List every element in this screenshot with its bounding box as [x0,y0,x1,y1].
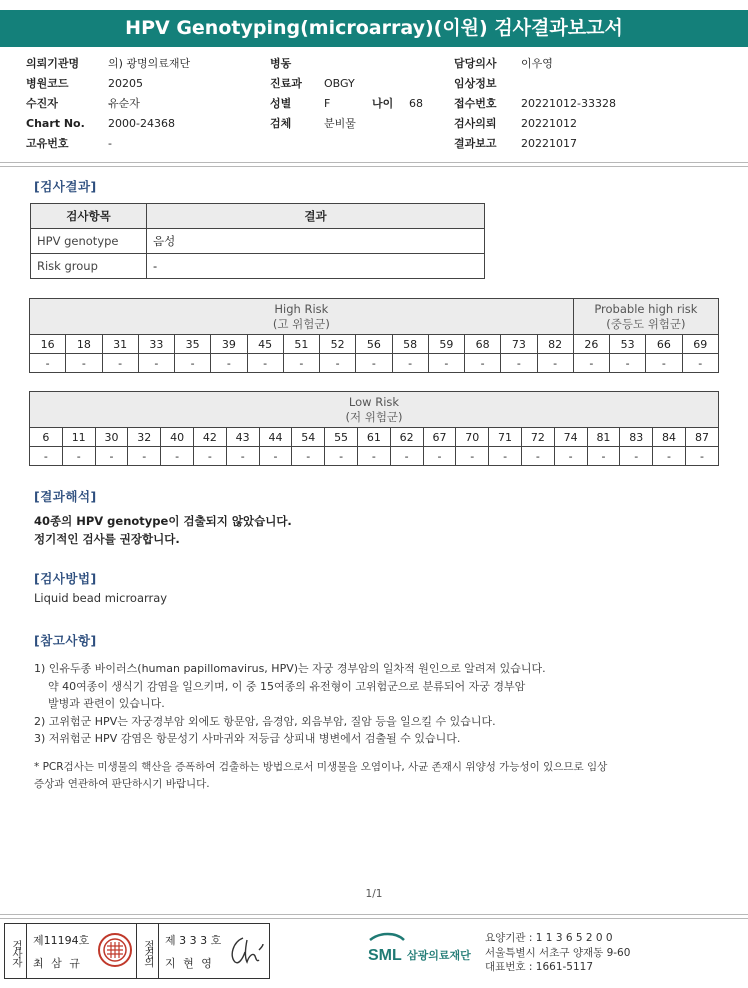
method-heading: [검사방법] [34,571,97,586]
divider-top [0,162,748,163]
institution-info [485,931,630,975]
genotype-value: - [456,447,489,466]
low-risk-label: Low Risk [348,394,400,409]
genotype-value: - [489,447,522,466]
genotype-value: - [390,447,423,466]
genotype-value: - [573,354,609,373]
checker-cell [159,924,269,978]
signature-image [225,932,265,968]
low-risk-table [29,391,719,466]
genotype-cell: 56 [356,335,392,354]
genotype-cell: 81 [587,428,620,447]
tester-label: 검사자 [5,924,27,978]
institution-phone: 대표번호 : 1661-5117 [485,961,594,973]
divider-bottom [0,914,748,915]
genotype-cell: 55 [325,428,358,447]
genotype-value: - [138,354,174,373]
genotype-cell: 6 [30,428,63,447]
ward-label: 병동 [270,57,292,70]
genotype-cell: 66 [646,335,682,354]
request-value: 20221012 [521,117,577,130]
patient-label: 수진자 [26,97,58,110]
genotype-cell: 82 [537,335,573,354]
interpretation-line: 정기적인 검사를 권장합니다. [34,532,180,546]
genotype-value: - [428,354,464,373]
genotype-value: - [685,447,718,466]
tester-number: 제11194호 [33,934,90,947]
genotype-value: - [62,447,95,466]
genotype-cell: 61 [357,428,390,447]
high-risk-table [29,298,719,373]
genotype-value: - [554,447,587,466]
genotype-value: - [423,447,456,466]
patient-info [24,54,724,154]
high-risk-values-row [30,354,719,373]
page-number: 1/1 [365,888,383,900]
unique-label: 고유번호 [26,137,69,150]
low-risk-values-row [30,447,719,466]
specimen-value: 분비물 [324,117,356,130]
genotype-value: - [465,354,501,373]
genotype-value: - [357,447,390,466]
report-value: 20221017 [521,137,577,150]
high-risk-label: High Risk [274,301,329,316]
sex-label: 성별 [270,97,292,110]
genotype-value: - [587,447,620,466]
genotype-value: - [226,447,259,466]
specimen-label: 검체 [270,117,292,130]
genotype-value: - [247,354,283,373]
genotype-value: - [620,447,653,466]
genotype-value: - [102,354,138,373]
method-text: Liquid bead microarray [34,591,168,605]
result-value: - [147,254,485,279]
divider-top-2 [0,166,748,167]
institution-address: 서울특별시 서초구 양재동 9-60 [485,946,631,959]
receipt-value: 20221012-33328 [521,97,616,110]
genotype-cell: 70 [456,428,489,447]
genotype-value: - [356,354,392,373]
high-risk-sublabel: (고 위험군) [272,316,330,331]
interpretation-heading: [결과해석] [34,489,97,504]
institution-label: 의뢰기관명 [26,57,80,70]
genotype-cell: 35 [175,335,211,354]
doctor-value: 이우영 [521,57,553,70]
genotype-value: - [175,354,211,373]
genotype-value: - [646,354,682,373]
genotype-cell: 68 [465,335,501,354]
checker-name: 지 현 영 [165,957,214,970]
genotype-value: - [193,447,226,466]
genotype-value: - [283,354,319,373]
genotype-cell: 69 [682,335,719,354]
genotype-cell: 33 [138,335,174,354]
probable-risk-label: Probable high risk [594,301,698,316]
interpretation-text [34,512,292,548]
notes-heading: [참고사항] [34,633,97,648]
seal-stamp [97,932,133,968]
unique-value: - [108,137,112,150]
receipt-label: 접수번호 [454,97,497,110]
genotype-value: - [161,447,194,466]
genotype-value: - [501,354,537,373]
sml-logo-icon [366,932,406,968]
report-title: HPV Genotyping(microarray)(이원) 검사결과보고서 [0,10,748,47]
report-label: 결과보고 [454,137,497,150]
genotype-cell: 32 [128,428,161,447]
genotype-value: - [682,354,719,373]
genotype-cell: 84 [653,428,686,447]
note-item: 발병과 관련이 있습니다. [48,697,165,710]
result-value: 음성 [147,229,485,254]
request-label: 검사의뢰 [454,117,497,130]
genotype-cell: 74 [554,428,587,447]
result-heading: [검사결과] [34,179,97,194]
genotype-cell: 83 [620,428,653,447]
genotype-cell: 87 [685,428,718,447]
genotype-cell: 52 [320,335,356,354]
checker-label: 점검의 [137,924,159,978]
divider-bottom-2 [0,918,748,919]
tester-cell [27,924,137,978]
genotype-value: - [292,447,325,466]
result-item: HPV genotype [31,229,147,254]
result-table [30,203,485,279]
genotype-cell: 42 [193,428,226,447]
hospital-code-value: 20205 [108,77,143,90]
clinical-label: 임상정보 [454,77,497,90]
genotype-cell: 51 [283,335,319,354]
footnote [34,759,714,793]
genotype-cell: 39 [211,335,247,354]
genotype-cell: 44 [259,428,292,447]
genotype-value: - [259,447,292,466]
dept-value: OBGY [324,77,355,90]
genotype-value: - [211,354,247,373]
table-row [31,254,485,279]
low-risk-sublabel: (저 위험군) [345,409,403,424]
genotype-cell: 58 [392,335,428,354]
table-row [31,229,485,254]
genotype-cell: 18 [66,335,102,354]
age-label: 나이 [372,97,394,110]
genotype-cell: 43 [226,428,259,447]
col-result-header: 결과 [147,204,485,229]
hospital-code-label: 병원코드 [26,77,69,90]
genotype-value: - [610,354,646,373]
low-risk-types-row [30,428,719,447]
age-value: 68 [409,97,423,110]
logo-text: SML [368,947,402,964]
genotype-value: - [537,354,573,373]
genotype-cell: 40 [161,428,194,447]
notes-list [34,660,734,748]
genotype-value: - [30,354,66,373]
genotype-cell: 73 [501,335,537,354]
checker-number: 제 3 3 3 호 [165,934,222,947]
patient-value: 유순자 [108,97,140,110]
genotype-cell: 54 [292,428,325,447]
genotype-value: - [653,447,686,466]
genotype-cell: 71 [489,428,522,447]
institution-code: 요양기관 : 1 1 3 6 5 2 0 0 [485,932,613,944]
genotype-value: - [392,354,428,373]
genotype-cell: 30 [95,428,128,447]
foundation-name: 삼광의료재단 [407,949,471,962]
genotype-value: - [325,447,358,466]
genotype-cell: 62 [390,428,423,447]
genotype-cell: 59 [428,335,464,354]
genotype-cell: 16 [30,335,66,354]
genotype-cell: 72 [521,428,554,447]
genotype-value: - [30,447,63,466]
genotype-cell: 11 [62,428,95,447]
genotype-value: - [521,447,554,466]
note-item: 약 40여종이 생식기 감염을 일으키며, 이 중 15여종의 유전형이 고위험군으로 분류되어 자궁 경부암 [48,679,526,693]
chart-label: Chart No. [26,117,85,130]
note-item: 3) 저위험군 HPV 감염은 항문성기 사마귀와 저등급 상피내 병변에서 검출될 수 있습니다. [34,732,461,745]
institution-value: 의) 광명의료재단 [108,57,191,70]
low-risk-group [30,392,719,428]
note-item: 2) 고위험군 HPV는 자궁경부암 외에도 항문암, 음경암, 외음부암, 질암 등을 일으킬 수 있습니다. [34,714,496,728]
high-risk-group [30,299,574,335]
genotype-value: - [128,447,161,466]
genotype-cell: 31 [102,335,138,354]
col-item-header: 검사항목 [31,204,147,229]
result-item: Risk group [31,254,147,279]
genotype-cell: 53 [610,335,646,354]
doctor-label: 담당의사 [454,57,497,70]
probable-risk-sublabel: (중등도 위험군) [606,316,686,331]
genotype-cell: 67 [423,428,456,447]
dept-label: 진료과 [270,77,302,90]
genotype-cell: 45 [247,335,283,354]
tester-name: 최 삼 규 [33,957,82,970]
sex-value: F [324,97,331,110]
note-item: 1) 인유두종 바이러스(human papillomavirus, HPV)는 자궁 경부암의 일차적 원인으로 알려져 있습니다. [34,662,546,675]
probable-risk-group [573,299,718,335]
genotype-value: - [320,354,356,373]
genotype-value: - [95,447,128,466]
genotype-cell: 26 [573,335,609,354]
chart-value: 2000-24368 [108,117,175,130]
footnote-line: 증상과 연관하여 판단하시기 바랍니다. [34,778,210,790]
signature-box [4,923,270,979]
genotype-value: - [66,354,102,373]
interpretation-line: 40종의 HPV genotype이 검출되지 않았습니다. [34,514,292,528]
footnote-line: * PCR검사는 미생물의 핵산을 증폭하여 검출하는 방법으로서 미생물을 오염이나, 사균 존재시 위양성 가능성이 있으므로 임상 [34,761,608,773]
high-risk-types-row [30,335,719,354]
